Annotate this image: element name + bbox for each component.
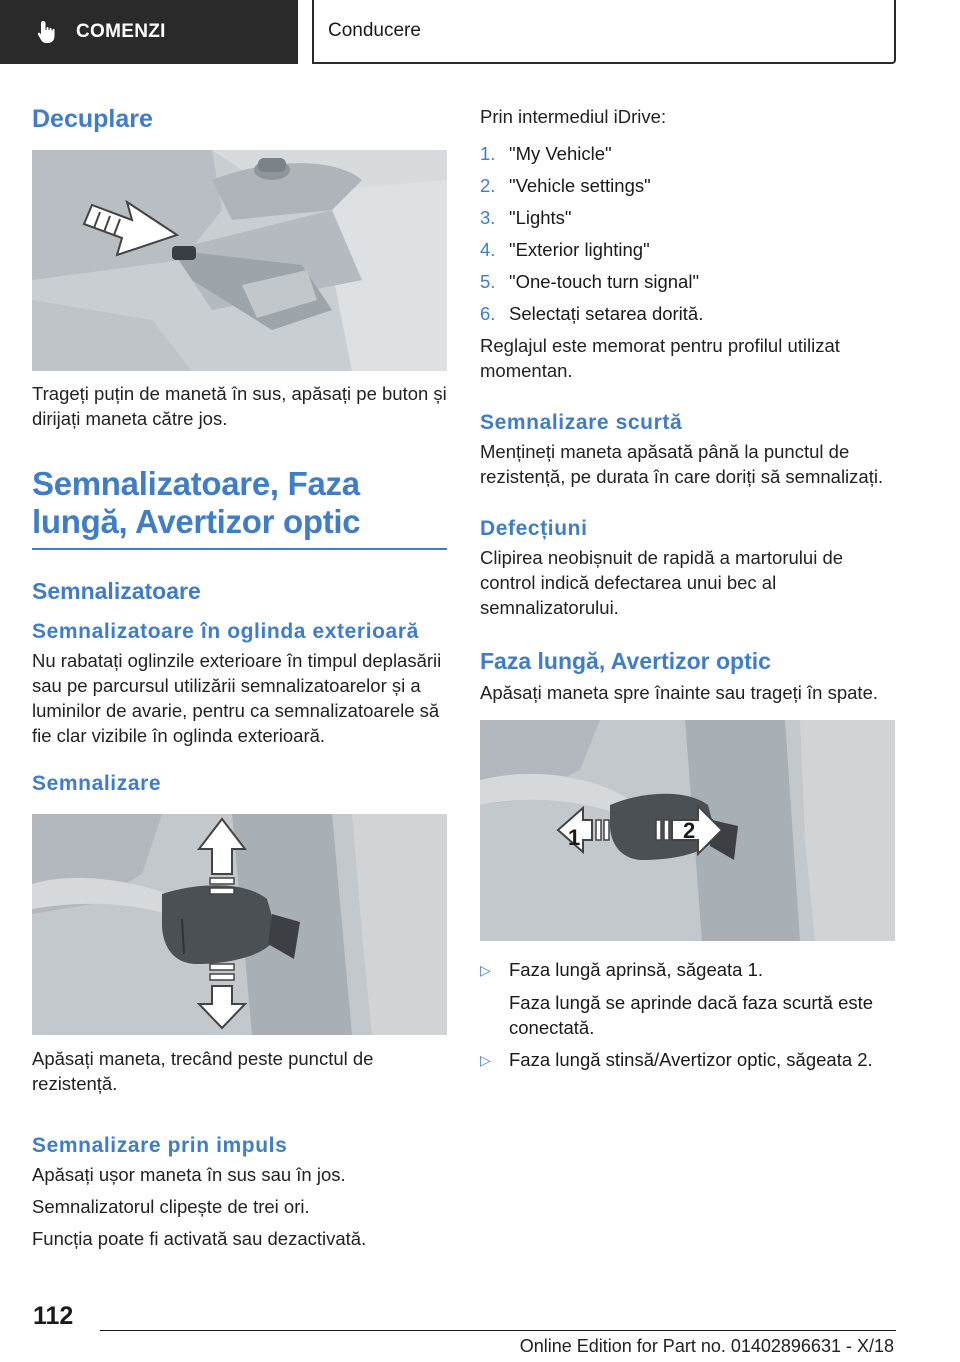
- hand-pointer-icon: [34, 18, 62, 46]
- left-column: [32, 100, 447, 1251]
- edition-note: Online Edition for Part no. 01402896631 - X/18: [519, 1336, 894, 1356]
- triangle-bullet-icon: ▷: [480, 1052, 491, 1068]
- right-column: [480, 100, 895, 1073]
- triangle-bullet-icon: ▷: [480, 962, 491, 978]
- defectiuni-heading: Defecțiuni: [480, 517, 588, 540]
- scurta-text: Mențineți maneta apăsată până la punctul de rezistență, pe durata în care doriți să semnalizați.: [480, 441, 884, 487]
- step-item: 5. "One-touch turn signal": [480, 271, 700, 292]
- faza-text: Apăsați maneta spre înainte sau trageți în spate.: [480, 682, 878, 703]
- semnalizare-heading: Semnalizare: [32, 772, 162, 795]
- idrive-intro: Prin intermediul iDrive:: [480, 106, 667, 127]
- oglinda-heading: Semnalizatoare în oglinda exterioară: [32, 620, 419, 643]
- step-item: 4. "Exterior lighting": [480, 239, 650, 260]
- chapter-tab: [312, 0, 896, 64]
- arrow-1-label: 1: [568, 825, 581, 850]
- impuls-heading: Semnalizare prin impuls: [32, 1134, 288, 1157]
- list-item: ▷ Faza lungă stinsă/Avertizor optic, săgeata 2.: [480, 1047, 895, 1073]
- reglaj-text: Reglajul este memorat pentru profilul utilizat momentan.: [480, 335, 840, 381]
- scurta-heading: Semnalizare scurtă: [480, 411, 683, 434]
- impuls-text-1: Apăsați ușor maneta în sus sau în jos.: [32, 1164, 346, 1185]
- chapter-main-heading: Semnalizatoare, Faza lungă, Avertizor optic: [32, 465, 361, 540]
- section-tab: [0, 0, 298, 64]
- high-beam-list-2: [480, 1047, 895, 1073]
- semnalizare-text: Apăsați maneta, trecând peste punctul de rezistență.: [32, 1048, 374, 1094]
- oglinda-text: Nu rabatați oglinzile exterioare în timpul deplasării sau pe parcursul utilizării semnalizatoarelor și a luminilor de avarie, pentru ca semnalizatoarele să fie clar vizibile în oglinda exterioară.: [32, 650, 442, 746]
- heading-rule: [32, 548, 447, 550]
- decuplare-text: Trageți puțin de manetă în sus, apăsați pe buton și dirijați maneta către jos.: [32, 383, 447, 429]
- defectiuni-text: Clipirea neobișnuit de rapidă a martorului de control indică defectarea unui bec al semnalizatorului.: [480, 547, 844, 618]
- step-item: 3. "Lights": [480, 207, 572, 228]
- step-item: 6. Selectați setarea dorită.: [480, 303, 704, 324]
- impuls-text-2: Semnalizatorul clipește de trei ori.: [32, 1196, 310, 1217]
- high-beam-figure: [480, 720, 895, 941]
- footer-rule: [100, 1330, 896, 1331]
- high-beam-list: [480, 957, 895, 983]
- turn-signal-figure: [32, 814, 447, 1035]
- handbrake-figure: [32, 150, 447, 371]
- chapter-title: Conducere: [328, 20, 421, 41]
- decuplare-heading: Decuplare: [32, 105, 153, 133]
- impuls-text-3: Funcția poate fi activată sau dezactivată.: [32, 1228, 367, 1249]
- section-title: COMENZI: [76, 21, 166, 42]
- list-item: ▷ Faza lungă aprinsă, săgeata 1.: [480, 957, 895, 983]
- arrow-2-label: 2: [683, 818, 696, 843]
- idrive-steps: [480, 141, 895, 326]
- page-number: 112: [33, 1302, 74, 1330]
- step-item: 2. "Vehicle settings": [480, 175, 651, 196]
- faza-heading: Faza lungă, Avertizor optic: [480, 648, 771, 674]
- semnalizatoare-heading: Semnalizatoare: [32, 578, 201, 604]
- step-item: 1. "My Vehicle": [480, 143, 612, 164]
- list-item-subtext: Faza lungă se aprinde dacă faza scurtă este conectată.: [509, 992, 874, 1038]
